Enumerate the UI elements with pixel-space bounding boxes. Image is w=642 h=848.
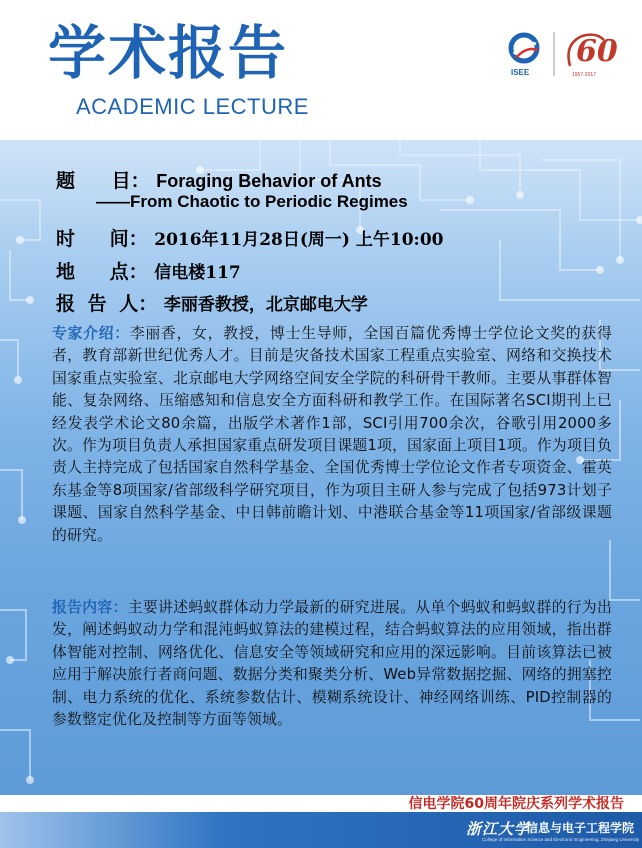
topic-subtitle-line bbox=[96, 192, 408, 212]
college-name-en: College of Information Science and Electronic Engineering, Zhejiang University bbox=[482, 837, 640, 842]
poster-header bbox=[0, 0, 642, 140]
speaker-value: 李丽香教授，北京邮电大学 bbox=[163, 295, 368, 315]
college-name-cn: 信息与电子工程学院 bbox=[526, 821, 635, 835]
isee-label: ISEE bbox=[511, 68, 530, 77]
topic-line bbox=[56, 166, 382, 193]
lecture-content bbox=[52, 597, 612, 731]
bio-text: 李丽香，女，教授，博士生导师，全国百篇优秀博士学位论文奖的获得者，教育部新世纪优秀人才。目前是灾备技术国家工程重点实验室、网络和交换技术国家重点实验室、北京邮电大学网络空间安全学院的科研骨干教师。主要从事群体智能、复杂网络、压缩感知和信息安全方面科研和教学工作。在国际著名SCI期刊上已经发表学术论文80余篇，出版学术著作1部，SCI引用700余次，谷歌引用2000多次。作为项目负责人承担国家重点研发项目课题1项，国家面上项目1项。作为项目负责人主持完成了包括国家自然科学基金、全国优秀博士学位论文作者专项资金、霍英东基金等8项国家/省部级科学研究项目，作为项目主研人参与完成了包括973计划子课题、国家自然科学基金、中日韩前瞻计划、中港联合基金等11项国家/省部级课题的研究。 bbox=[52, 325, 612, 544]
university-name: 浙江大学 bbox=[466, 820, 531, 838]
anniversary-number: 60 bbox=[576, 34, 618, 69]
content-text: 主要讲述蚂蚁群体动力学最新的研究进展。从单个蚂蚁和蚂蚁群的行为出发，阐述蚂蚁动力学和混沌蚂蚁算法的建模过程，结合蚂蚁算法的应用领域，指出群体智能对控制、网络优化、信息安全等领域研究和应用的深远影响。目前该算法已被应用于解决旅行者商问题、数据分类和聚类分析、Web异常数据挖掘、网络的拥塞控制、电力系统的优化、系统参数估计、模糊系统设计、神经网络训练、PID控制器的参数整定优化及控制等方面等领域。 bbox=[52, 599, 612, 729]
speaker-label: 报 告 人： bbox=[56, 293, 158, 315]
speaker-line bbox=[56, 289, 368, 316]
logo-group bbox=[508, 30, 626, 82]
time-value: 2016年11月28日(周一) 上午10:00 bbox=[154, 230, 444, 250]
time-label: 时 间： bbox=[56, 228, 148, 250]
topic-label: 题 目： bbox=[56, 170, 150, 192]
poster-subtitle-en: ACADEMIC LECTURE bbox=[76, 94, 309, 119]
place-label: 地 点： bbox=[56, 261, 148, 283]
speaker-bio bbox=[52, 323, 612, 547]
topic-title: Foraging Behavior of Ants bbox=[156, 171, 382, 191]
poster-title: 学术报告 bbox=[48, 19, 289, 87]
anniversary-years: 1957-2017 bbox=[572, 72, 596, 78]
bio-heading: 专家介绍： bbox=[52, 325, 130, 342]
content-heading: 报告内容： bbox=[52, 599, 128, 616]
topic-subtitle: ——From Chaotic to Periodic Regimes bbox=[96, 192, 408, 211]
place-line bbox=[56, 257, 241, 284]
series-label: 信电学院60周年院庆系列学术报告 bbox=[408, 796, 624, 812]
time-line bbox=[56, 224, 443, 251]
place-value: 信电楼117 bbox=[154, 263, 241, 283]
